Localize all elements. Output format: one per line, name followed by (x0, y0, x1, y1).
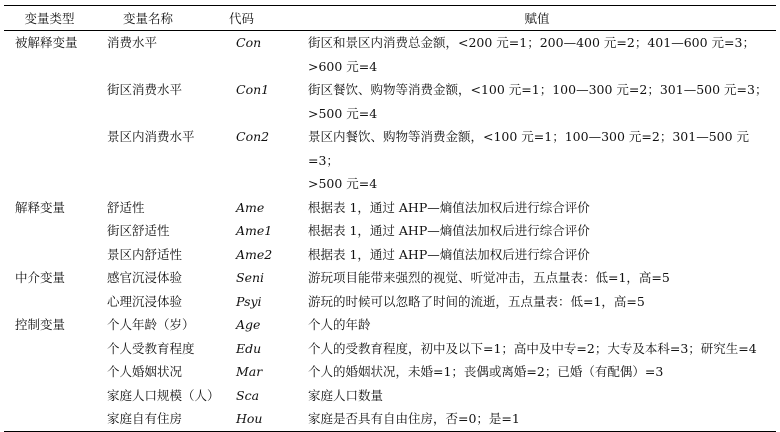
value-cell: 游玩项目能带来强烈的视觉、听觉冲击，五点量表：低=1，高=5 (308, 270, 670, 285)
variable-type-cell (4, 384, 95, 408)
variable-name-cell: 街区舒适性 (107, 223, 170, 238)
variable-name-cell: 个人婚姻状况 (107, 364, 183, 379)
header-code: 代码 (229, 6, 298, 31)
variable-type-cell: 控制变量 (15, 317, 66, 332)
variable-name-cell: 家庭自有住房 (95, 407, 229, 431)
variable-name-cell: 个人受教育程度 (107, 340, 195, 356)
table-row (4, 78, 776, 125)
variable-type-cell: 中介变量 (15, 270, 66, 285)
value-cell: 根据表 1，通过 AHP—熵值法加权后进行综合评价 (308, 199, 590, 215)
header-variable-type: 变量类型 (4, 6, 95, 31)
table-row (4, 243, 776, 267)
table-row (4, 407, 776, 431)
variable-name-cell: 景区内舒适性 (107, 246, 183, 262)
value-cell: 家庭是否具有自由住房，否=0；是=1 (298, 407, 776, 431)
header-variable-name: 变量名称 (95, 6, 229, 31)
table-row (4, 219, 776, 243)
variable-type-cell (4, 290, 95, 314)
variable-type-cell (4, 337, 95, 361)
code-cell: Ame2 (236, 246, 273, 262)
value-cell: 个人的受教育程度，初中及以下=1；高中及中专=2；大专及本科=3；研究生=4 (308, 340, 757, 356)
value-cell: 个人的年龄 (308, 317, 371, 332)
variable-name-cell: 感官沉浸体验 (107, 270, 183, 285)
variable-name-cell: 心理沉浸体验 (107, 293, 183, 309)
variable-name-cell: 街区消费水平 (107, 82, 183, 97)
table-row (4, 125, 776, 196)
table-row (4, 360, 776, 384)
variable-type-cell (4, 243, 95, 267)
variable-definition-table (4, 5, 776, 432)
variable-type-cell: 解释变量 (15, 199, 66, 215)
variable-type-cell: 被解释变量 (15, 35, 78, 50)
variable-type-cell (4, 360, 95, 384)
code-cell: Mar (236, 364, 263, 379)
table-row (4, 266, 776, 290)
table-row (4, 313, 776, 337)
value-cell: 根据表 1，通过 AHP—熵值法加权后进行综合评价 (308, 246, 590, 262)
variable-name-cell: 个人年龄（岁） (107, 317, 195, 332)
code-cell: Con (236, 35, 262, 50)
code-cell: Sca (236, 387, 260, 403)
header-value-assignment: 赋值 (298, 6, 776, 31)
code-cell: Con2 (236, 129, 270, 144)
variable-name-cell: 家庭人口规模（人） (107, 387, 220, 403)
variable-name-cell: 景区内消费水平 (107, 129, 195, 144)
table-row (4, 290, 776, 314)
variable-type-cell (4, 78, 95, 125)
value-cell: 街区餐饮、购物等消费金额，<100 元=1；100—300 元=2；301—500 元=3； >500 元=4 (308, 82, 768, 121)
value-cell: 家庭人口数量 (308, 387, 384, 403)
code-cell: Ame (236, 199, 265, 215)
variable-type-cell (4, 125, 95, 196)
table-row (4, 31, 776, 79)
table-row (4, 337, 776, 361)
code-cell: Age (236, 317, 261, 332)
code-cell: Con1 (236, 82, 270, 97)
code-cell: Edu (236, 340, 262, 356)
table-header-row (4, 6, 776, 31)
value-cell: 游玩的时候可以忽略了时间的流逝，五点量表：低=1，高=5 (308, 293, 645, 309)
code-cell: Seni (236, 270, 265, 285)
table-row (4, 196, 776, 220)
value-cell: 根据表 1，通过 AHP—熵值法加权后进行综合评价 (308, 223, 590, 238)
code-cell: Hou (229, 407, 298, 431)
code-cell: Psyi (236, 293, 262, 309)
variable-type-cell (4, 219, 95, 243)
variable-name-cell: 舒适性 (107, 199, 145, 215)
code-cell: Ame1 (236, 223, 273, 238)
value-cell: 景区内餐饮、购物等消费金额，<100 元=1；100—300 元=2；301—500 元=3； >500 元=4 (308, 129, 750, 191)
value-cell: 街区和景区内消费总金额，<200 元=1；200—400 元=2；401—600 元=3； >600 元=4 (308, 35, 755, 74)
table-row (4, 384, 776, 408)
value-cell: 个人的婚姻状况，未婚=1；丧偶或离婚=2；已婚（有配偶）=3 (308, 364, 664, 379)
variable-type-cell (4, 407, 95, 431)
variable-name-cell: 消费水平 (107, 35, 158, 50)
